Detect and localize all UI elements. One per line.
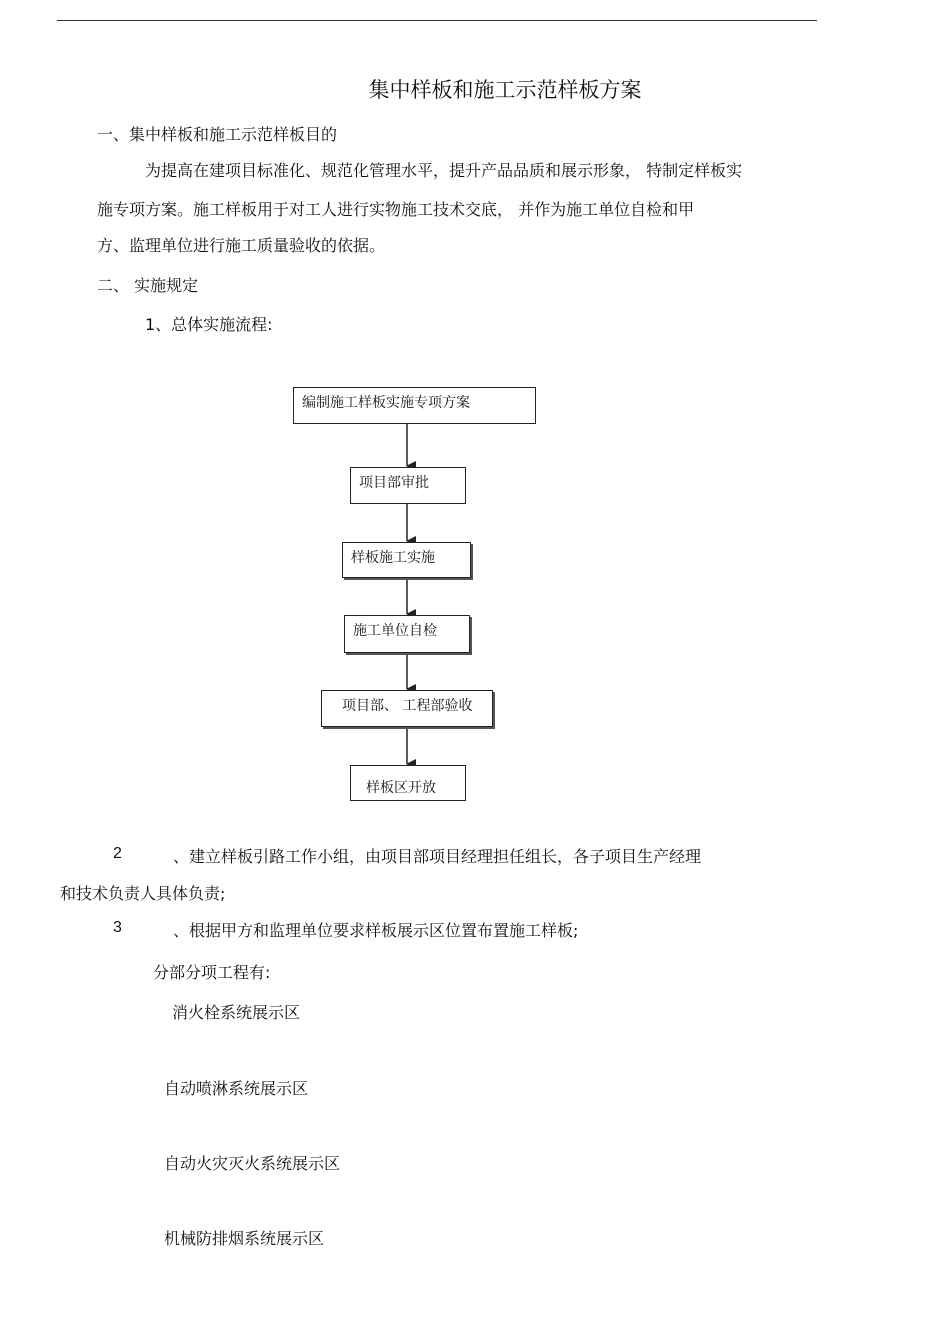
area-item: 自动火灾灭火系统展示区 (164, 1154, 341, 1173)
flow-step-4: 施工单位自检 (344, 615, 470, 653)
section1-para-line1: 为提高在建项目标准化、规范化管理水平，提升产品品质和展示形象， 特制定样板实 (145, 161, 743, 180)
flow-step-3: 样板施工实施 (342, 542, 471, 578)
item2-line1: 、建立样板引路工作小组，由项目部项目经理担任组长，各子项目生产经理 (173, 847, 702, 866)
area-item: 消火栓系统展示区 (172, 1003, 301, 1022)
document-title: 集中样板和施工示范样板方案 (368, 78, 642, 102)
flow-step-2: 项目部审批 (350, 467, 466, 504)
flow-step-5: 项目部、 工程部验收 (321, 690, 493, 727)
item2-number: 2 (113, 845, 122, 862)
item2-line2: 和技术负责人具体负责; (60, 884, 226, 903)
section1-para-line3: 方、监理单位进行施工质量验收的依据。 (97, 236, 386, 255)
section2-heading: 二、 实施规定 (97, 276, 199, 295)
area-item: 自动喷淋系统展示区 (164, 1079, 309, 1098)
item3-line1: 、根据甲方和监理单位要求样板展示区位置布置施工样板; (173, 921, 579, 940)
item3-subheading: 分部分项工程有: (153, 963, 271, 982)
flow-step-6: 样板区开放 (350, 765, 466, 801)
item3-number: 3 (113, 919, 122, 936)
flow-step-1: 编制施工样板实施专项方案 (293, 387, 536, 424)
item1-heading: 1、总体实施流程: (145, 315, 273, 334)
area-item: 机械防排烟系统展示区 (164, 1229, 325, 1248)
section1-para-line2: 施专项方案。施工样板用于对工人进行实物施工技术交底， 并作为施工单位自检和甲 (97, 200, 695, 219)
section1-heading: 一、集中样板和施工示范样板目的 (97, 125, 338, 144)
